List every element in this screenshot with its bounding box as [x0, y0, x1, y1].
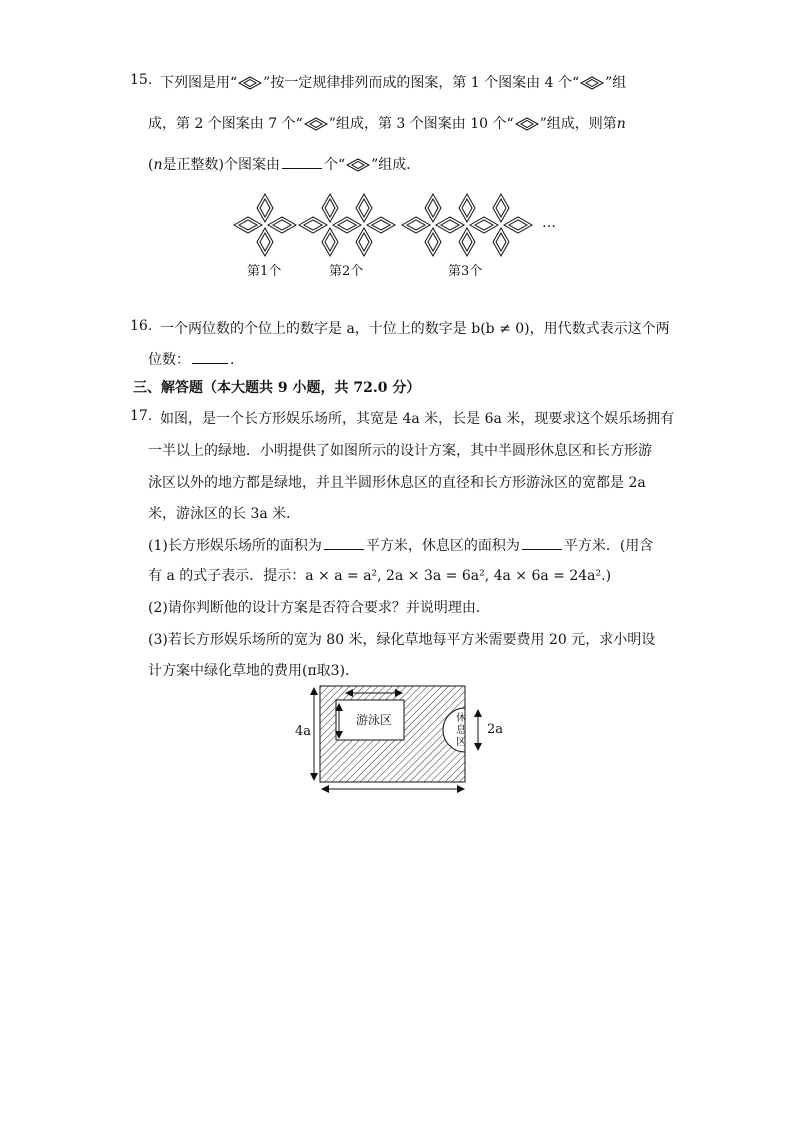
- pattern-1: [234, 194, 296, 256]
- diamond-icon: [304, 117, 328, 131]
- q16-line-2: 位数： ．: [148, 352, 244, 368]
- answer-blank[interactable]: [282, 156, 322, 169]
- q17-line-1: 如图，是一个长方形娱乐场所，其宽是 4a 米，长是 6a 米，现要求这个娱乐场拥有: [160, 411, 675, 427]
- answer-blank[interactable]: [192, 351, 228, 364]
- q17-line-2: 一半以上的绿地．小明提供了如图所示的设计方案，其中半圆形休息区和长方形游: [148, 443, 652, 459]
- dim-2a: 2a: [487, 722, 504, 737]
- q17-part-1-hint: 有 a 的式子表示．提示：a × a = a², 2a × 3a = 6a², 4a × 6a = 24a².): [148, 568, 612, 584]
- q15-line-3: (n是正整数)个图案由 个“ ”组成．: [148, 157, 421, 173]
- pool-label: 游泳区: [356, 713, 393, 727]
- caption-2: 第2个: [329, 264, 364, 279]
- diamond-icon: [580, 76, 604, 90]
- diamond-icon: [346, 158, 370, 172]
- q16-number: 16.: [130, 318, 153, 334]
- caption-1: 第1个: [247, 264, 282, 279]
- section-title: 三、解答题（本大题共 9 小题，共 72.0 分）: [133, 380, 421, 396]
- q17-line-3: 泳区以外的地方都是绿地，并且半圆形休息区的直径和长方形游泳区的宽都是 2a: [148, 475, 646, 491]
- dim-4a: 4a: [295, 724, 312, 739]
- diamond-icon: [238, 76, 262, 90]
- q15-pattern-figure: [226, 185, 566, 265]
- diamond-icon: [515, 117, 539, 131]
- pattern-ellipsis: …: [542, 215, 556, 231]
- q15-line-1: 下列图是用“ ”按一定规律排列而成的图案，第 1 个图案由 4 个“ ”组: [160, 75, 627, 91]
- q17-line-4: 米，游泳区的长 3a 米．: [148, 506, 301, 522]
- q17-number: 17.: [130, 408, 153, 424]
- answer-blank[interactable]: [324, 537, 364, 550]
- answer-blank[interactable]: [522, 537, 562, 550]
- q17-part-3-line-2: 计方案中绿化草地的费用(π取3)．: [148, 663, 360, 679]
- pattern-3: [402, 194, 532, 256]
- rest-area-label: 休 息 区: [456, 713, 466, 748]
- q17-part-2: (2)请你判断他的设计方案是否符合要求？并说明理由．: [148, 600, 490, 616]
- pattern-2: [299, 194, 395, 256]
- q17-part-1: (1)长方形娱乐场所的面积为 平方米，休息区的面积为 平方米．(用含: [148, 538, 654, 554]
- q15-line-2: 成，第 2 个图案由 7 个“ ”组成，第 3 个图案由 10 个“ ”组成，则第n: [148, 116, 626, 132]
- caption-3: 第3个: [448, 264, 483, 279]
- q17-part-3-line-1: (3)若长方形娱乐场所的宽为 80 米，绿化草地每平方米需要费用 20 元，求小明设: [148, 632, 656, 648]
- q15-number: 15.: [130, 72, 153, 88]
- q17-figure: [290, 682, 510, 802]
- q16-line-1: 一个两位数的个位上的数字是 a，十位上的数字是 b(b ≠ 0)，用代数式表示这个两: [160, 321, 670, 337]
